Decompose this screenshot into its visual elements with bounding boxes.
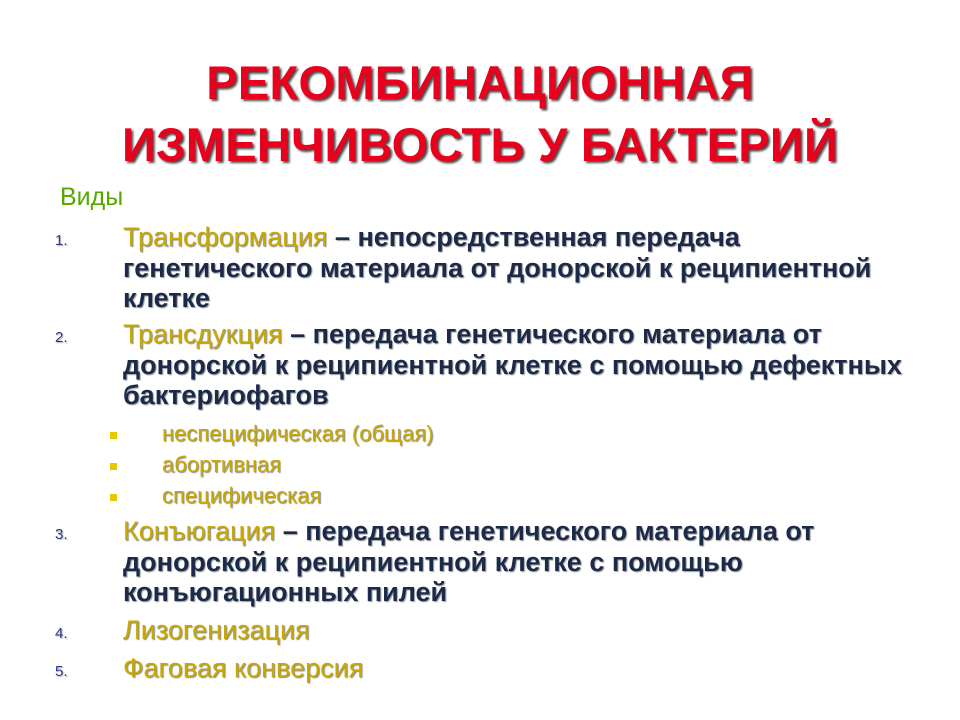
item-term: Фаговая конверсия [123,653,364,683]
item-text [123,222,903,314]
item-text [123,516,903,608]
item-term: Лизогенизация [123,615,310,645]
item-term: Конъюгация [123,516,276,546]
item-number: 1. [55,232,68,249]
item-text [123,653,903,684]
item-term: Трансдукция [123,319,283,349]
section-label: Виды [60,183,124,211]
sub-item-text: специфическая [162,483,322,508]
item-number: 3. [55,526,68,543]
sub-item-text: неспецифическая (общая) [162,421,434,446]
sub-item-text: абортивная [162,452,282,477]
item-number: 5. [55,663,68,680]
slide-title [0,52,960,176]
item-description: – непосредственная передача генетического материала от донорской к реципиентной клетке [123,222,872,313]
item-text [123,319,903,411]
item-description: – передача генетического материала от донорской к реципиентной клетке с помощью дефектных бактериофагов [123,319,902,410]
item-number: 4. [55,625,68,642]
bullet-icon [110,463,117,470]
item-text [123,615,903,646]
item-description: – передача генетического материала от донорской к реципиентной клетке с помощью конъюгационных пилей [123,516,815,607]
bullet-icon [110,432,117,439]
title-line-2: ИЗМЕНЧИВОСТЬ У БАКТЕРИЙ [121,118,839,171]
bullet-icon [110,494,117,501]
item-number: 2. [55,329,68,346]
item-term: Трансформация [123,222,328,252]
title-line-1: РЕКОМБИНАЦИОННАЯ [206,56,754,109]
